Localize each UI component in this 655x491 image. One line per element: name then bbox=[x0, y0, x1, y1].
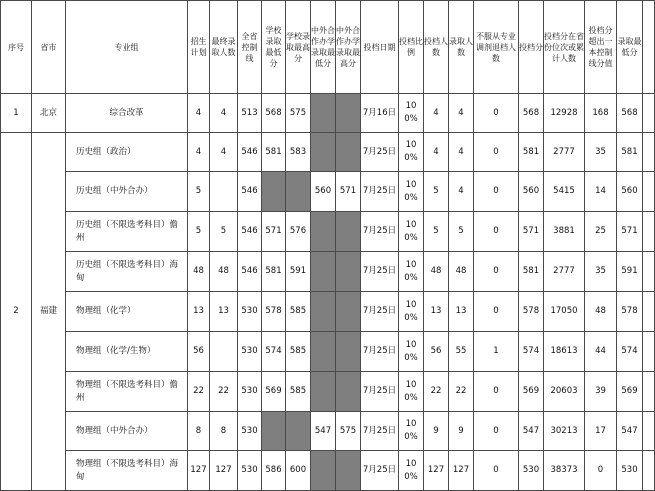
control-cell: 530 bbox=[238, 451, 262, 491]
header-cell: 投档人数 bbox=[424, 1, 449, 94]
coop-max-cell bbox=[336, 292, 361, 332]
reject-cell: 1 bbox=[474, 332, 519, 372]
min-cell: 569 bbox=[262, 372, 286, 412]
coop-max-cell bbox=[336, 372, 361, 412]
admin-min-cell: 571 bbox=[617, 212, 643, 252]
rank-cell: 17050 bbox=[544, 292, 585, 332]
rank-cell: 38373 bbox=[544, 451, 585, 491]
score-cell: 581 bbox=[519, 252, 544, 292]
admit-cell: 22 bbox=[449, 372, 474, 412]
admit-cell: 55 bbox=[449, 332, 474, 372]
sent-cell: 9 bbox=[424, 412, 449, 451]
coop-max-cell: 575 bbox=[336, 412, 361, 451]
header-cell: 序号 bbox=[1, 1, 32, 94]
final-cell: 13 bbox=[210, 292, 238, 332]
edge-cell bbox=[643, 332, 655, 372]
control-cell: 546 bbox=[238, 212, 262, 252]
plan-cell: 56 bbox=[188, 332, 210, 372]
province-cell: 福建 bbox=[32, 133, 66, 491]
coop-min-cell bbox=[311, 252, 336, 292]
score-cell: 581 bbox=[519, 133, 544, 172]
max-cell: 591 bbox=[286, 252, 311, 292]
table-row bbox=[1, 212, 655, 252]
ratio-cell: 100% bbox=[399, 252, 424, 292]
seq-cell: 2 bbox=[1, 133, 32, 491]
edge-cell bbox=[643, 94, 655, 133]
edge-cell bbox=[643, 212, 655, 252]
admit-cell: 48 bbox=[449, 252, 474, 292]
admin-min-cell: 560 bbox=[617, 172, 643, 212]
edge-cell bbox=[643, 172, 655, 212]
score-cell: 574 bbox=[519, 332, 544, 372]
table-row bbox=[1, 94, 655, 133]
header-cell: 不服从专业调剂退档人数 bbox=[474, 1, 519, 94]
coop-max-cell bbox=[336, 451, 361, 491]
score-cell: 571 bbox=[519, 212, 544, 252]
table-row bbox=[1, 172, 655, 212]
group-cell: 历史组（不限选考科目）海甸 bbox=[66, 252, 188, 292]
min-cell bbox=[262, 172, 286, 212]
ratio-cell: 100% bbox=[399, 172, 424, 212]
header-cell: 全省控制线 bbox=[238, 1, 262, 94]
rank-cell: 12928 bbox=[544, 94, 585, 133]
min-cell: 581 bbox=[262, 252, 286, 292]
sent-cell: 13 bbox=[424, 292, 449, 332]
sent-cell: 22 bbox=[424, 372, 449, 412]
over-cell: 25 bbox=[585, 212, 617, 252]
control-cell: 530 bbox=[238, 332, 262, 372]
max-cell: 576 bbox=[286, 212, 311, 252]
admin-min-cell: 581 bbox=[617, 133, 643, 172]
header-cell: 中外合作办学录取最高分 bbox=[336, 1, 361, 94]
min-cell: 586 bbox=[262, 451, 286, 491]
header-cell: 省市 bbox=[32, 1, 66, 94]
final-cell: 127 bbox=[210, 451, 238, 491]
control-cell: 546 bbox=[238, 252, 262, 292]
control-cell: 530 bbox=[238, 372, 262, 412]
ratio-cell: 100% bbox=[399, 212, 424, 252]
reject-cell: 0 bbox=[474, 252, 519, 292]
final-cell bbox=[210, 172, 238, 212]
header-cell: 中外合作办学录取最低分 bbox=[311, 1, 336, 94]
score-cell: 547 bbox=[519, 412, 544, 451]
control-cell: 546 bbox=[238, 133, 262, 172]
sent-cell: 127 bbox=[424, 451, 449, 491]
over-cell: 168 bbox=[585, 94, 617, 133]
group-cell: 综合改革 bbox=[66, 94, 188, 133]
province-cell: 北京 bbox=[32, 94, 66, 133]
group-cell: 物理组（不限选考科目）儋州 bbox=[66, 372, 188, 412]
table-row bbox=[1, 451, 655, 491]
header-cell: 学校录取最高分 bbox=[286, 1, 311, 94]
sent-cell: 4 bbox=[424, 133, 449, 172]
plan-cell: 48 bbox=[188, 252, 210, 292]
admit-cell: 5 bbox=[449, 212, 474, 252]
min-cell: 578 bbox=[262, 292, 286, 332]
min-cell: 568 bbox=[262, 94, 286, 133]
header-cell: 投档分 bbox=[519, 1, 544, 94]
coop-min-cell bbox=[311, 94, 336, 133]
group-cell: 物理组（不限选考科目）海甸 bbox=[66, 451, 188, 491]
final-cell: 4 bbox=[210, 133, 238, 172]
edge-cell bbox=[643, 451, 655, 491]
coop-max-cell bbox=[336, 94, 361, 133]
control-cell: 530 bbox=[238, 292, 262, 332]
rank-cell: 5415 bbox=[544, 172, 585, 212]
header-cell: 投档日期 bbox=[361, 1, 399, 94]
header-cell: 招生计划 bbox=[188, 1, 210, 94]
max-cell bbox=[286, 172, 311, 212]
seq-cell: 1 bbox=[1, 94, 32, 133]
max-cell: 575 bbox=[286, 94, 311, 133]
admin-min-cell: 547 bbox=[617, 412, 643, 451]
over-cell: 35 bbox=[585, 133, 617, 172]
reject-cell: 0 bbox=[474, 292, 519, 332]
ratio-cell: 100% bbox=[399, 332, 424, 372]
control-cell: 530 bbox=[238, 412, 262, 451]
control-cell: 546 bbox=[238, 172, 262, 212]
ratio-cell: 100% bbox=[399, 133, 424, 172]
over-cell: 39 bbox=[585, 372, 617, 412]
date-cell: 7月25日 bbox=[361, 252, 399, 292]
date-cell: 7月25日 bbox=[361, 412, 399, 451]
coop-min-cell bbox=[311, 292, 336, 332]
admit-cell: 127 bbox=[449, 451, 474, 491]
max-cell bbox=[286, 412, 311, 451]
group-cell: 历史组（中外合办） bbox=[66, 172, 188, 212]
ratio-cell: 100% bbox=[399, 451, 424, 491]
plan-cell: 5 bbox=[188, 172, 210, 212]
plan-cell: 127 bbox=[188, 451, 210, 491]
coop-min-cell bbox=[311, 372, 336, 412]
admit-cell: 4 bbox=[449, 133, 474, 172]
over-cell: 48 bbox=[585, 292, 617, 332]
final-cell bbox=[210, 332, 238, 372]
reject-cell: 0 bbox=[474, 133, 519, 172]
coop-min-cell bbox=[311, 133, 336, 172]
edge-cell bbox=[643, 252, 655, 292]
over-cell: 17 bbox=[585, 412, 617, 451]
coop-min-cell bbox=[311, 332, 336, 372]
date-cell: 7月25日 bbox=[361, 292, 399, 332]
rank-cell: 2777 bbox=[544, 133, 585, 172]
sent-cell: 5 bbox=[424, 172, 449, 212]
score-cell: 560 bbox=[519, 172, 544, 212]
coop-min-cell bbox=[311, 212, 336, 252]
admin-min-cell: 591 bbox=[617, 252, 643, 292]
date-cell: 7月25日 bbox=[361, 332, 399, 372]
score-cell: 568 bbox=[519, 94, 544, 133]
score-cell: 578 bbox=[519, 292, 544, 332]
table-row bbox=[1, 133, 655, 172]
max-cell: 585 bbox=[286, 292, 311, 332]
header-cell: 学校录取最低分 bbox=[262, 1, 286, 94]
min-cell bbox=[262, 412, 286, 451]
coop-max-cell bbox=[336, 133, 361, 172]
coop-min-cell bbox=[311, 451, 336, 491]
admit-cell: 9 bbox=[449, 412, 474, 451]
table-row bbox=[1, 292, 655, 332]
max-cell: 600 bbox=[286, 451, 311, 491]
date-cell: 7月25日 bbox=[361, 372, 399, 412]
admit-cell: 13 bbox=[449, 292, 474, 332]
edge-cell bbox=[643, 133, 655, 172]
coop-max-cell bbox=[336, 332, 361, 372]
edge-cell bbox=[643, 412, 655, 451]
header-cell: 专业组 bbox=[66, 1, 188, 94]
group-cell: 历史组（不限选考科目）儋州 bbox=[66, 212, 188, 252]
max-cell: 585 bbox=[286, 372, 311, 412]
final-cell: 5 bbox=[210, 212, 238, 252]
plan-cell: 22 bbox=[188, 372, 210, 412]
sent-cell: 56 bbox=[424, 332, 449, 372]
max-cell: 585 bbox=[286, 332, 311, 372]
plan-cell: 13 bbox=[188, 292, 210, 332]
table-row bbox=[1, 412, 655, 451]
coop-max-cell bbox=[336, 252, 361, 292]
min-cell: 574 bbox=[262, 332, 286, 372]
admin-min-cell: 574 bbox=[617, 332, 643, 372]
rank-cell: 20603 bbox=[544, 372, 585, 412]
table-row bbox=[1, 252, 655, 292]
reject-cell: 0 bbox=[474, 94, 519, 133]
header-cell: 录取人数 bbox=[449, 1, 474, 94]
sent-cell: 48 bbox=[424, 252, 449, 292]
reject-cell: 0 bbox=[474, 451, 519, 491]
max-cell: 583 bbox=[286, 133, 311, 172]
header-cell-edge bbox=[643, 1, 655, 94]
header-cell: 最终录取人数 bbox=[210, 1, 238, 94]
coop-min-cell: 560 bbox=[311, 172, 336, 212]
plan-cell: 4 bbox=[188, 133, 210, 172]
over-cell: 0 bbox=[585, 451, 617, 491]
over-cell: 44 bbox=[585, 332, 617, 372]
edge-cell bbox=[643, 372, 655, 412]
sent-cell: 4 bbox=[424, 94, 449, 133]
coop-max-cell bbox=[336, 212, 361, 252]
rank-cell: 3881 bbox=[544, 212, 585, 252]
min-cell: 581 bbox=[262, 133, 286, 172]
ratio-cell: 100% bbox=[399, 94, 424, 133]
plan-cell: 4 bbox=[188, 94, 210, 133]
group-cell: 物理组（化学/生物） bbox=[66, 332, 188, 372]
coop-min-cell: 547 bbox=[311, 412, 336, 451]
score-cell: 530 bbox=[519, 451, 544, 491]
date-cell: 7月16日 bbox=[361, 94, 399, 133]
rank-cell: 30213 bbox=[544, 412, 585, 451]
final-cell: 8 bbox=[210, 412, 238, 451]
reject-cell: 0 bbox=[474, 212, 519, 252]
group-cell: 历史组（政治） bbox=[66, 133, 188, 172]
reject-cell: 0 bbox=[474, 372, 519, 412]
ratio-cell: 100% bbox=[399, 292, 424, 332]
edge-cell bbox=[643, 292, 655, 332]
group-cell: 物理组（化学） bbox=[66, 292, 188, 332]
ratio-cell: 100% bbox=[399, 372, 424, 412]
over-cell: 14 bbox=[585, 172, 617, 212]
sent-cell: 5 bbox=[424, 212, 449, 252]
reject-cell: 0 bbox=[474, 412, 519, 451]
header-row bbox=[1, 1, 655, 94]
date-cell: 7月25日 bbox=[361, 212, 399, 252]
header-cell: 录取最低分 bbox=[617, 1, 643, 94]
date-cell: 7月25日 bbox=[361, 133, 399, 172]
score-cell: 569 bbox=[519, 372, 544, 412]
admin-min-cell: 530 bbox=[617, 451, 643, 491]
final-cell: 48 bbox=[210, 252, 238, 292]
plan-cell: 8 bbox=[188, 412, 210, 451]
admit-cell: 4 bbox=[449, 94, 474, 133]
min-cell: 571 bbox=[262, 212, 286, 252]
admin-min-cell: 569 bbox=[617, 372, 643, 412]
rank-cell: 2777 bbox=[544, 252, 585, 292]
final-cell: 22 bbox=[210, 372, 238, 412]
admin-min-cell: 578 bbox=[617, 292, 643, 332]
header-cell: 投档分在省份位次或累计人数 bbox=[544, 1, 585, 94]
reject-cell: 0 bbox=[474, 172, 519, 212]
over-cell: 35 bbox=[585, 252, 617, 292]
admit-cell: 4 bbox=[449, 172, 474, 212]
admin-min-cell: 568 bbox=[617, 94, 643, 133]
date-cell: 7月25日 bbox=[361, 451, 399, 491]
table-row bbox=[1, 332, 655, 372]
rank-cell: 18613 bbox=[544, 332, 585, 372]
header-cell: 投档分超出一本控制线分值 bbox=[585, 1, 617, 94]
ratio-cell: 100% bbox=[399, 412, 424, 451]
control-cell: 513 bbox=[238, 94, 262, 133]
group-cell: 物理组（中外合办） bbox=[66, 412, 188, 451]
date-cell: 7月25日 bbox=[361, 172, 399, 212]
header-cell: 投档比例 bbox=[399, 1, 424, 94]
final-cell: 4 bbox=[210, 94, 238, 133]
table-row bbox=[1, 372, 655, 412]
coop-max-cell: 571 bbox=[336, 172, 361, 212]
plan-cell: 5 bbox=[188, 212, 210, 252]
